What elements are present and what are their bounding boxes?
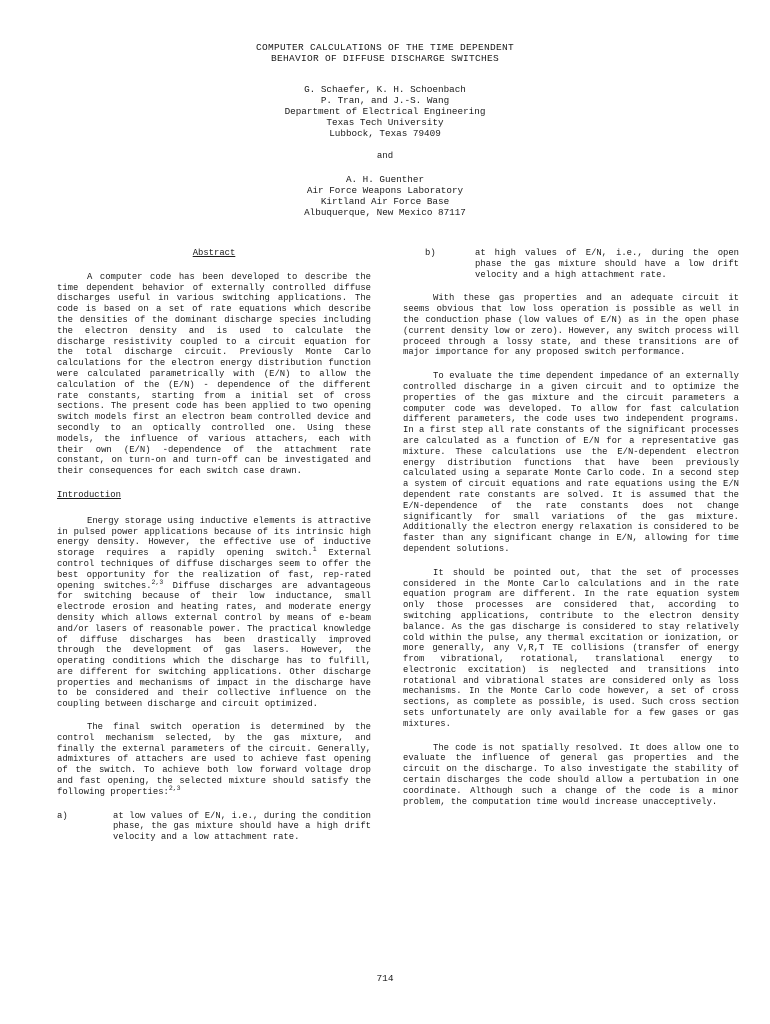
paper-header (0, 42, 770, 218)
left-column (57, 248, 371, 856)
affiliation-line: Kirtland Air Force Base (320, 196, 450, 207)
intro-text: Energy storage using inductive elements is attractive in pulsed power applications because of its intrinsic high energy density. However, the effective use of inductive storage requires a rapidly opening switch. (57, 515, 371, 559)
list-item-label: b) (425, 248, 436, 258)
author-line: G. Schaefer, K. H. Schoenbach (304, 84, 466, 95)
title-line: BEHAVIOR OF DIFFUSE DISCHARGE SWITCHES (270, 53, 500, 64)
affiliation-line: Albuquerque, New Mexico 87117 (304, 207, 466, 218)
intro-text: The final switch operation is determined by the control mechanism selected, by the gas mixture, and finally the external parameters of the circuit. Generally, admixtures of attachers are used to achieve fast opening of the switch. To achieve both low forward voltage drop and fast opening, the selected mixture should satisfy the following properties: (57, 722, 371, 797)
reference-superscript: 1 (312, 546, 317, 554)
author-affiliation-block-2 (0, 174, 770, 218)
intro-text: Diffuse discharges are advantageous for switching because of their low inductance, small electrode erosion and heating rates, and moderate energy density which allows external control by means of e-beam and/or lasers of reasonable power. The practical knowledge of diffuse discharges has been drastically improved through the development of gas lasers. However, the operating conditions which the discharge has to fulfill, are different for switching applications. Other discharge properties and mechanisms of impact in the discharge have to be considered and their collective influence on the coupling between discharge and circuit optimized. (57, 580, 371, 710)
reference-superscript: 2,3 (168, 784, 181, 792)
body-paragraph: With these gas properties and an adequate circuit it seems obvious that low loss operation is possible as well in the conduction phase (low values of E/N) as in the open phase (current density low or zero). However, any switch process will proceed through a lossy state, and these transitions are of major importance for any proposed switch performance. (403, 293, 739, 358)
affiliation-line: Air Force Weapons Laboratory (306, 185, 464, 196)
abstract-paragraph: A computer code has been developed to describe the time dependent behavior of externally controlled diffuse discharges useful in various switching applications. The code is based on a set of rate equations which describe the densities of the dominant discharge species including the electron density and is used to calculate the discharge resistivity coupled to a circuit equation for the total discharge circuit. Previously Monte Carlo calculations for the electron energy distribution function were calculated parametrically with (E/N) to allow the calculation of the (E/N) - dependence of the different rate constants, starting from a initial set of cross sections. The present code has been applied to two opening switch models first an electron beam controlled device and secondly to an optically controlled one. Using these models, the influence of various attachers, each with their own (E/N) -dependence of the attachment rate constant, on turn-on and turn-off can be investigated and their consequences for each switch case drawn. (57, 271, 371, 477)
list-item-a (57, 811, 371, 843)
introduction-heading: Introduction (57, 489, 121, 500)
list-item-b (403, 248, 739, 280)
list-item-text: at low values of E/N, i.e., during the condition phase, the gas mixture should have a high drift velocity and a low attachment rate. (113, 810, 371, 843)
body-paragraph: The code is not spatially resolved. It does allow one to evaluate the influence of general gas properties and the circuit on the discharge. To also investigate the stability of certain discharges the code should allow a pertubation in one coordinate. Although such a change of the code is a minor problem, the computation time would increase unacceptively. (403, 742, 739, 807)
abstract-heading: Abstract (192, 248, 236, 258)
right-column (403, 248, 739, 820)
affiliation-line: Texas Tech University (326, 117, 444, 128)
affiliation-line: Department of Electrical Engineering (284, 106, 486, 117)
page-number: 714 (376, 973, 394, 984)
introduction-paragraph-2 (57, 722, 371, 798)
author-affiliation-block (0, 84, 770, 139)
affiliation-line: Lubbock, Texas 79409 (329, 128, 441, 139)
list-item-text: at high values of E/N, i.e., during the open phase the gas mixture should have a low drift velocity and a high attachment rate. (475, 248, 739, 280)
paper-title (0, 42, 770, 64)
body-paragraph: It should be pointed out, that the set of processes considered in the Monte Carlo calculations and in the rate equation program are different. In the rate equation system only those processes are considered that, according to switching applications, contribute to the electron density balance. As the gas discharge is considered to stay relatively cold within the pulse, any thermal excitation or ionization, or more generally, any V,R,T TE collisions (transfer of energy from vibrational, rotational, translational energy to electronic excitation) is neglected and transitions into rotational and vibrational states are considered only as loss mechanisms. In the Monte Carlo code however, a set of cross sections, as complete as possible, is used. Such cross section sets unfortunately are only available for a few gases or gas mixtures. (403, 567, 739, 729)
introduction-paragraph-1 (57, 516, 371, 710)
reference-superscript: 2,3 (151, 578, 164, 586)
author-line: P. Tran, and J.-S. Wang (320, 95, 450, 106)
intro-text: External control techniques of diffuse discharges seem to offer the best opportunity for the realization of fast, rep-rated opening switches. (57, 548, 372, 591)
author-line: A. H. Guenther (345, 174, 425, 185)
and-separator: and (376, 151, 394, 161)
list-item-label: a) (57, 810, 68, 821)
title-line: COMPUTER CALCULATIONS OF THE TIME DEPENDENT (255, 42, 515, 53)
body-paragraph: To evaluate the time dependent impedance of an externally controlled discharge in a given circuit and to optimize the properties of the gas mixture and the circuit parameters a computer code was developed. To allow for fast calculation different parameters, the code uses two independent programs. In a first step all rate constants of the significant processes are calculated as a function of E/N for a representative gas mixture. These calculations use the E/N-dependent electron energy distribution functions that have been previously calculated using a separate Monte Carlo code. In a second step a system of circuit equations and rate equations using the E/N dependent rate constants are solved. It is assumed that the E/N-dependence of the rate constants does not change significantly for small variations of the gas mixture. Additionally the electron energy relaxation is considered to be faster than any significant change in E/N, allowing for time dependent solutions. (403, 371, 739, 554)
